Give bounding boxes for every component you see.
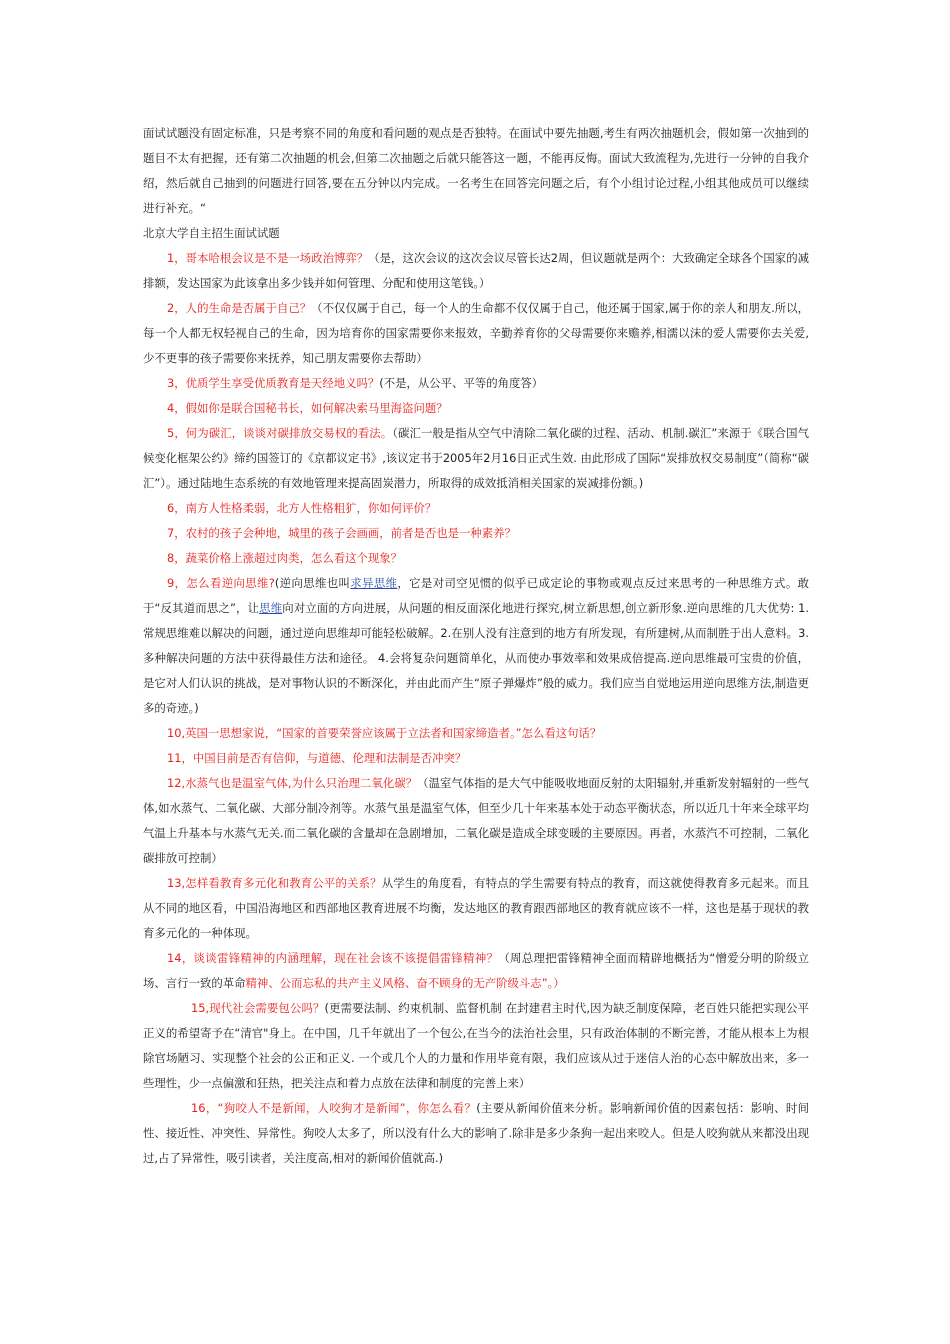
answer-16-text: (主要从新闻价值来分析。影响新闻价值的因素包括：影响、时间性、接近性、冲突性、异常性。狗咬人太多了，所以没有什么大的影响了.除非是多少条狗一起出来咬人。但是人咬狗就从来都没出现过,占了异常性，吸引读者，关注度高,相对的新闻价值就高.) <box>143 1101 809 1165</box>
question-8 <box>143 546 809 571</box>
question-13 <box>143 871 809 946</box>
answer-14-part2: 精神、公而忘私的共产主义风格、奋不顾身的无产阶级斗志”。） <box>245 976 565 990</box>
document-page <box>143 121 809 1171</box>
section-heading: 北京大学自主招生面试试题 <box>143 226 280 240</box>
question-1 <box>143 246 809 296</box>
answer-9-part3: 向对立面的方向进展，从问题的相反面深化地进行探究,树立新思想,创立新形象.逆向思维的几大优势: 1.常规思维难以解决的问题，通过逆向思维却可能轻松破解。2.在别人没有注意到的地方有所发现，有所建树,从而制胜于出人意料。3.多种解决问题的方法中获得最佳方法和途径。 4.会将复杂问题简单化，从而使办事效率和效果成倍提高.逆向思维最可宝贵的价值，是它对人们认识的挑战，是对事物认识的不断深化，并由此而产生“原子弹爆炸”般的威力。我们应当自觉地运用逆向思维方法,制造更多的奇迹。) <box>143 601 809 715</box>
question-12-text: 12,水蒸气也是温室气体,为什么只治理二氧化碳？ <box>167 776 418 790</box>
question-3 <box>143 371 809 396</box>
link-thinking[interactable]: 思维 <box>259 601 283 615</box>
answer-13-text: 从学生的角度看，有特点的学生需要有特点的教育，而这就使得教育多元起来。而且从不同的地区看，中国沿海地区和西部地区教育进展不均衡，发达地区的教育跟西部地区的教育就应该不一样，这也是基于现状的教育多元化的一种体现。 <box>143 876 809 940</box>
question-11-text: 11，中国目前是否有信仰，与道德、伦理和法制是否冲突？ <box>167 751 467 765</box>
answer-2-text: （不仅仅属于自己，每一个人的生命都不仅仅属于自己，他还属于国家,属于你的亲人和朋友.所以，每一个人都无权轻视自己的生命，因为培育你的国家需要你来报效，辛勤养育你的父母需要你来赡养,相濡以沫的爱人需要你去关爱,少不更事的孩子需要你来抚养，知己朋友需要你去帮助） <box>143 301 809 365</box>
link-reverse-thinking[interactable]: 求异思维 <box>350 576 398 590</box>
question-2 <box>143 296 809 371</box>
question-5 <box>143 421 809 496</box>
question-6-text: 6，南方人性格柔弱，北方人性格粗犷，你如何评价？ <box>167 501 437 515</box>
answer-3-text: (不是，从公平、平等的角度答） <box>379 376 544 390</box>
question-14-text: 14，谈谈雷锋精神的内涵理解，现在社会该不该提倡雷锋精神？ <box>167 951 499 965</box>
question-5-text: 5，何为碳汇，谈谈对碳排放交易权的看法。 <box>167 426 393 440</box>
question-9 <box>143 571 809 721</box>
question-2-text: 2，人的生命是否属于自己？ <box>167 301 312 315</box>
answer-15-text: (更需要法制、约束机制、监督机制 在封建君主时代,因为缺乏制度保障，老百姓只能把实现公平正义的希望寄予在“清官"身上。在中国，几千年就出了一个包公,在当今的法治社会里，只有政治体制的不断完善，才能从根本上为根除官场陋习、实现整个社会的公正和正义. 一个或几个人的力量和作用毕竟有限，我们应该从过于迷信人治的心态中解放出来，多一些理性，少一点偏激和狂热，把关注点和着力点放在法律和制度的完善上来） <box>143 1001 809 1090</box>
question-4-text: 4，假如你是联合国秘书长，如何解决索马里海盗问题？ <box>167 401 448 415</box>
question-13-text: 13,怎样看教育多元化和教育公平的关系？ <box>167 876 382 890</box>
question-9-text: 9，怎么看逆向思维? <box>167 576 275 590</box>
answer-5-text: （碳汇一般是指从空气中清除二氧化碳的过程、活动、机制.碳汇”来源于《联合国气候变化框架公约》缔约国签订的《京都议定书》,该议定书于2005年2月16日正式生效. 由此形成了国际“炭排放权交易制度”（简称“碳汇”）。通过陆地生态系统的有效地管理来提高固炭潜力，所取得的成效抵消相关国家的炭减排份额。) <box>143 426 810 490</box>
question-7-text: 7，农村的孩子会种地，城里的孩子会画画，前者是否也是一种素养？ <box>167 526 516 540</box>
question-16 <box>143 1096 809 1171</box>
question-16-text: 16，“狗咬人不是新闻，人咬狗才是新闻”，你怎么看？ <box>191 1101 477 1115</box>
question-8-text: 8，蔬菜价格上涨超过肉类，怎么看这个现象？ <box>167 551 403 565</box>
answer-12-text: （温室气体指的是大气中能吸收地面反射的太阳辐射,并重新发射辐射的一些气体,如水蒸气、二氧化碳、大部分制冷剂等。水蒸气虽是温室气体，但至少几十年来基本处于动态平衡状态，所以近几十年来全球平均气温上升基本与水蒸气无关.而二氧化碳的含量却在急剧增加，二氧化碳是造成全球变暖的主要原因。再者，水蒸汽不可控制，二氧化碳排放可控制） <box>143 776 809 865</box>
question-14 <box>143 946 809 996</box>
question-11 <box>143 746 809 771</box>
answer-14-part1: （周总理把雷锋精神全面而精辟地概括为“憎爱分明的阶级立场、言行一致的革命 <box>143 951 810 990</box>
answer-1-text: （是，这次会议的这次会议尽管长达2周，但议题就是两个：大致确定全球各个国家的减排额，发达国家为此该拿出多少钱并如何管理、分配和使用这笔钱。） <box>143 251 810 290</box>
question-3-text: 3，优质学生享受优质教育是天经地义吗？ <box>167 376 380 390</box>
question-12 <box>143 771 809 871</box>
question-6 <box>143 496 809 521</box>
question-15 <box>143 996 809 1096</box>
question-7 <box>143 521 809 546</box>
intro-paragraph: 面试试题没有固定标准，只是考察不同的角度和看问题的观点是否独特。在面试中要先抽题,考生有两次抽题机会，假如第一次抽到的题目不太有把握，还有第二次抽题的机会,但第二次抽题之后就只能答这一题，不能再反悔。面试大致流程为,先进行一分钟的自我介绍，然后就自己抽到的问题进行回答,要在五分钟以内完成。一名考生在回答完问题之后，有个小组讨论过程,小组其他成员可以继续进行补充。“ <box>143 126 809 215</box>
question-10-text: 10,英国一思想家说，“国家的首要荣誉应该属于立法者和国家缔造者。”怎么看这句话？ <box>167 726 602 740</box>
question-1-text: 1，哥本哈根会议是不是一场政治博弈？ <box>167 251 369 265</box>
answer-9-part2: ，它是对司空见惯的似乎已成定论的事物或观点反过来思考的一种思维方式。敢于“反其道而思之”，让 <box>143 576 809 615</box>
question-10 <box>143 721 809 746</box>
question-4 <box>143 396 809 421</box>
answer-9-part1: (逆向思维也叫 <box>274 576 351 590</box>
question-15-text: 15,现代社会需要包公吗？ <box>191 1001 325 1015</box>
